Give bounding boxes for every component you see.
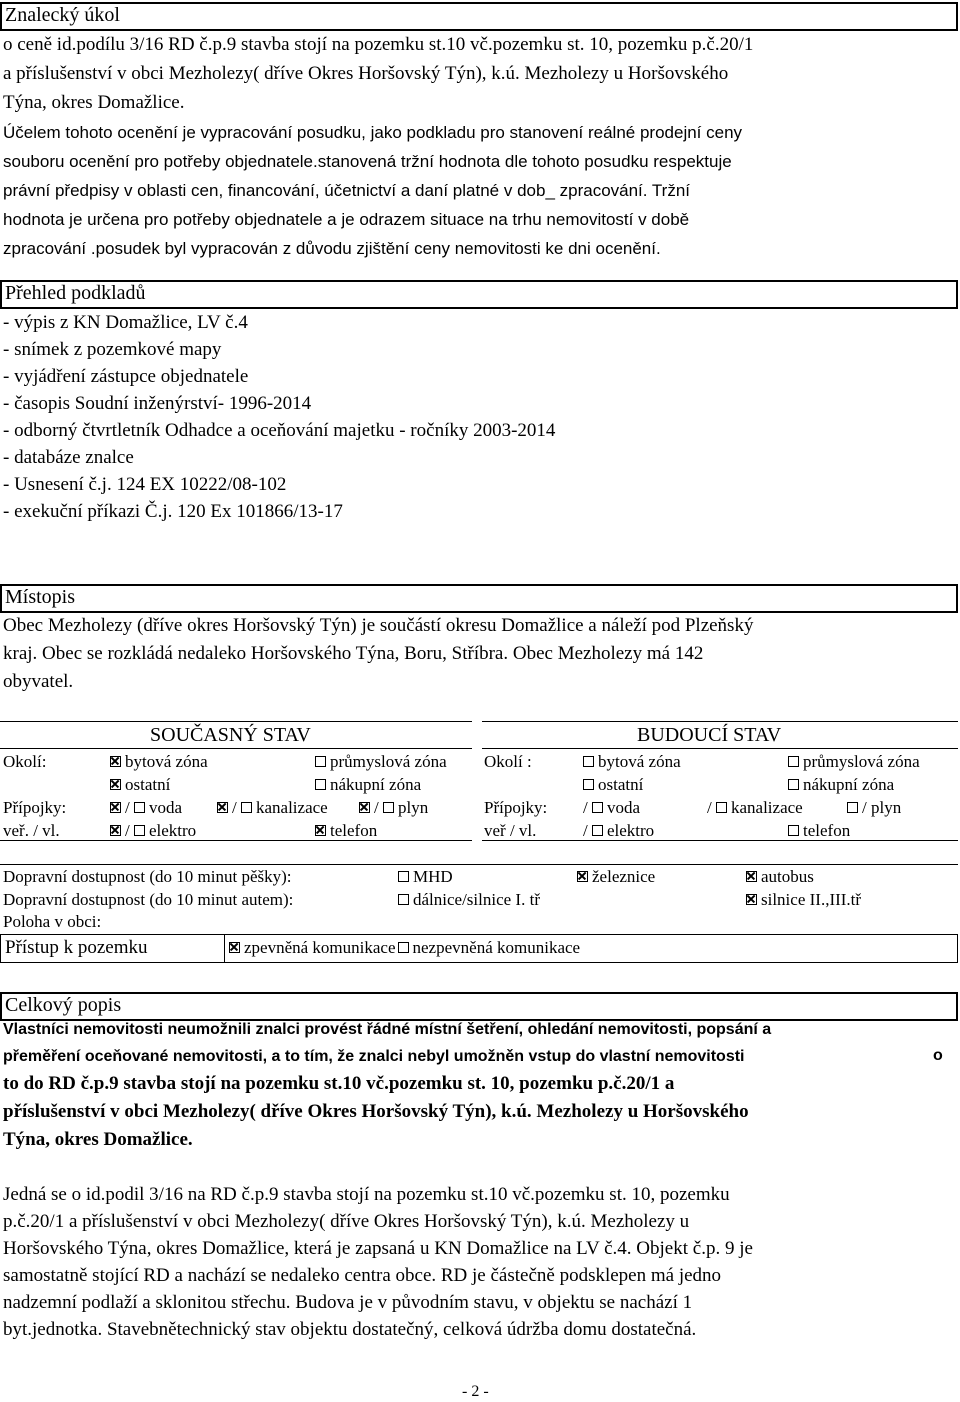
divider xyxy=(482,840,958,841)
pristup-label: Přístup k pozemku xyxy=(5,937,148,958)
checked-box-icon xyxy=(315,825,326,836)
text-line: - snímek z pozemkové mapy xyxy=(3,339,222,360)
pripojka-kanalizace[interactable]: / kanalizace xyxy=(217,798,328,818)
empty-box-icon xyxy=(241,802,252,813)
text-line: Jedná se o id.podil 3/16 na RD č.p.9 stavba stojí na pozemku st.10 vč.pozemku st. 10, pozemku xyxy=(3,1184,730,1205)
checkbox-zeleznice[interactable]: železnice xyxy=(577,867,655,887)
popis-bold-tail: o xyxy=(933,1047,943,1064)
checkbox-ostatni[interactable]: ostatní xyxy=(110,775,170,795)
text-line: Účelem tohoto ocenění je vypracování posudku, jako podkladu pro stanovení reálné prodejní ceny xyxy=(3,123,743,142)
empty-box-icon xyxy=(134,802,145,813)
pripojka-kanalizace-budouci[interactable]: / kanalizace xyxy=(707,798,803,817)
divider xyxy=(224,935,225,962)
section-box-mistopis xyxy=(0,584,958,613)
checked-box-icon xyxy=(229,942,240,953)
doprava-autem-label: Dopravní dostupnost (do 10 minut autem): xyxy=(3,890,294,909)
text-line: hodnota je určena pro potřeby objednatele a je odrazem situace na trhu nemovitostí v době xyxy=(3,210,690,229)
divider xyxy=(482,721,958,722)
text-line: o ceně id.podílu 3/16 RD č.p.9 stavba stojí na pozemku st.10 vč.pozemku st. 10, pozemku p.č.20/1 xyxy=(3,34,754,55)
pripojka-voda[interactable]: / voda xyxy=(110,798,182,818)
checked-box-icon xyxy=(746,894,757,905)
budouci-stav-title: BUDOUCÍ STAV xyxy=(637,724,782,746)
checkbox-zpevnena[interactable]: zpevněná komunikace nezpevněná komunikace xyxy=(229,938,580,958)
section-heading-popis: Celkový popis xyxy=(5,994,122,1016)
text-line: p.č.20/1 a příslušenství v obci Mezholezy( dříve Okres Horšovský Týn), k.ú. Mezholezy u xyxy=(3,1211,690,1232)
divider xyxy=(482,748,958,749)
checkbox-nakupni[interactable]: nákupní zóna xyxy=(315,775,421,795)
text-line: Týna, okres Domažlice. xyxy=(3,1129,193,1150)
text-line: - vyjádření zástupce objednatele xyxy=(3,366,249,387)
checkbox-ostatni-budouci[interactable]: ostatní xyxy=(583,775,643,795)
empty-box-icon xyxy=(788,825,799,836)
text-line: - odborný čtvrtletník Odhadce a oceňování majetku - ročníky 2003-2014 xyxy=(3,420,556,441)
text-line: - výpis z KN Domažlice, LV č.4 xyxy=(3,312,248,333)
empty-box-icon xyxy=(383,802,394,813)
section-box-ukol xyxy=(0,2,958,31)
empty-box-icon xyxy=(847,802,858,813)
text-line: právní předpisy v oblasti cen, financování, účetnictví a daní platné v dob_ zpracování. Tržní xyxy=(3,181,691,200)
soucasny-stav-title: SOUČASNÝ STAV xyxy=(150,724,311,746)
checkbox-bytova[interactable]: bytová zóna xyxy=(110,752,208,772)
pripojky-label: Přípojky: xyxy=(3,798,67,817)
empty-box-icon xyxy=(398,871,409,882)
pripojka-telefon-budouci[interactable]: telefon xyxy=(788,821,850,841)
checkbox-nakupni-budouci[interactable]: nákupní zóna xyxy=(788,775,894,795)
text-line: samostatně stojící RD a nachází se nedaleko centra obce. RD je částečně podsklepen má jedno xyxy=(3,1265,722,1286)
text-line: kraj. Obec se rozkládá nedaleko Horšovského Týna, Boru, Stříbra. Obec Mezholezy má 142 xyxy=(3,643,704,664)
checked-box-icon xyxy=(110,756,121,767)
empty-box-icon xyxy=(583,779,594,790)
text-line: příslušenství v obci Mezholezy( dříve Okres Horšovský Týn), k.ú. Mezholezy u Horšovského xyxy=(3,1101,749,1122)
section-heading-mistopis: Místopis xyxy=(5,586,76,608)
empty-box-icon xyxy=(398,942,409,953)
doprava-pesky-label: Dopravní dostupnost (do 10 minut pěšky): xyxy=(3,867,292,886)
text-line: nadzemní podlaží a sklonitou střechu. Budova je v původním stavu, v objektu se nachází 1 xyxy=(3,1292,693,1313)
empty-box-icon xyxy=(315,779,326,790)
empty-box-icon xyxy=(592,825,603,836)
section-heading-ukol: Znalecký úkol xyxy=(5,4,120,26)
text-line: - databáze znalce xyxy=(3,447,134,468)
empty-box-icon xyxy=(315,756,326,767)
checkbox-prumyslova-budouci[interactable]: průmyslová zóna xyxy=(788,752,920,772)
text-line: obyvatel. xyxy=(3,671,74,692)
text-line: a příslušenství v obci Mezholezy( dříve Okres Horšovský Týn), k.ú. Mezholezy u Horšovského xyxy=(3,63,729,84)
checked-box-icon xyxy=(359,802,370,813)
empty-box-icon xyxy=(134,825,145,836)
empty-box-icon xyxy=(592,802,603,813)
text-line: souboru ocenění pro potřeby objednatele.stanovená tržní hodnota dle tohoto posudku respektuje xyxy=(3,152,732,171)
text-line: - časopis Soudní inženýrství- 1996-2014 xyxy=(3,393,312,414)
checkbox-dalnice[interactable]: dálnice/silnice I. tř xyxy=(398,890,540,910)
checkbox-mhd[interactable]: MHD xyxy=(398,867,453,887)
checkbox-autobus[interactable]: autobus xyxy=(746,867,814,887)
section-box-popis xyxy=(0,992,958,1021)
pripojka-elektro[interactable]: / elektro xyxy=(110,821,196,841)
empty-box-icon xyxy=(583,756,594,767)
checked-box-icon xyxy=(217,802,228,813)
divider xyxy=(0,748,472,749)
okoli-label-budouci: Okolí : xyxy=(484,752,532,771)
empty-box-icon xyxy=(398,894,409,905)
pripojka-voda-budouci[interactable]: / voda xyxy=(583,798,641,817)
section-heading-podklady: Přehled podkladů xyxy=(5,282,146,304)
pripojka-telefon[interactable]: telefon xyxy=(315,821,377,841)
empty-box-icon xyxy=(716,802,727,813)
text-line: přeměření oceňované nemovitosti, a to tím, že znalci nebyl umožněn vstup do vlastní nemovitosti xyxy=(3,1048,745,1065)
checked-box-icon xyxy=(110,825,121,836)
checkbox-bytova-budouci[interactable]: bytová zóna xyxy=(583,752,681,772)
text-line: Týna, okres Domažlice. xyxy=(3,92,185,113)
text-line: Obec Mezholezy (dříve okres Horšovský Týn) je součástí okresu Domažlice a náleží pod Plzeňský xyxy=(3,615,754,636)
poloha-label: Poloha v obci: xyxy=(3,912,102,931)
ver-label-budouci: veř / vl. xyxy=(484,821,537,840)
divider xyxy=(0,721,472,722)
checkbox-silnice[interactable]: silnice II.,III.tř xyxy=(746,890,861,910)
empty-box-icon xyxy=(788,779,799,790)
page-number: - 2 - xyxy=(462,1383,489,1400)
text-line: - Usnesení č.j. 124 EX 10222/08-102 xyxy=(3,474,287,495)
text-line: byt.jednotka. Stavebnětechnický stav objektu dostatečný, celková údržba domu dostatečná. xyxy=(3,1319,697,1340)
ver-label: veř. / vl. xyxy=(3,821,60,840)
checkbox-prumyslova[interactable]: průmyslová zóna xyxy=(315,752,447,772)
text-line: Vlastníci nemovitosti neumožnili znalci provést řádné místní šetření, ohledání nemovitosti, popsání a xyxy=(3,1021,772,1038)
checked-box-icon xyxy=(110,802,121,813)
pripojka-plyn[interactable]: / plyn xyxy=(359,798,428,818)
text-line: to do RD č.p.9 stavba stojí na pozemku st.10 vč.pozemku st. 10, pozemku p.č.20/1 a xyxy=(3,1073,675,1094)
pripojky-label-budouci: Přípojky: xyxy=(484,798,548,817)
okoli-label: Okolí: xyxy=(3,752,47,771)
checked-box-icon xyxy=(577,871,588,882)
empty-box-icon xyxy=(788,756,799,767)
checked-box-icon xyxy=(746,871,757,882)
divider xyxy=(0,864,958,865)
pripojka-elektro-budouci[interactable]: / elektro xyxy=(583,821,655,840)
text-line: - exekuční příkazi Č.j. 120 Ex 101866/13-17 xyxy=(3,501,343,522)
pripojka-plyn-budouci[interactable]: / plyn xyxy=(847,798,901,818)
text-line: zpracování .posudek byl vypracován z důvodu zjištění ceny nemovitosti ke dni ocenění. xyxy=(3,239,661,258)
divider xyxy=(0,840,472,841)
text-line: Horšovského Týna, okres Domažlice, která je zapsaná u KN Domažlice na LV č.4. Objekt č.p. 9 je xyxy=(3,1238,753,1259)
checked-box-icon xyxy=(110,779,121,790)
